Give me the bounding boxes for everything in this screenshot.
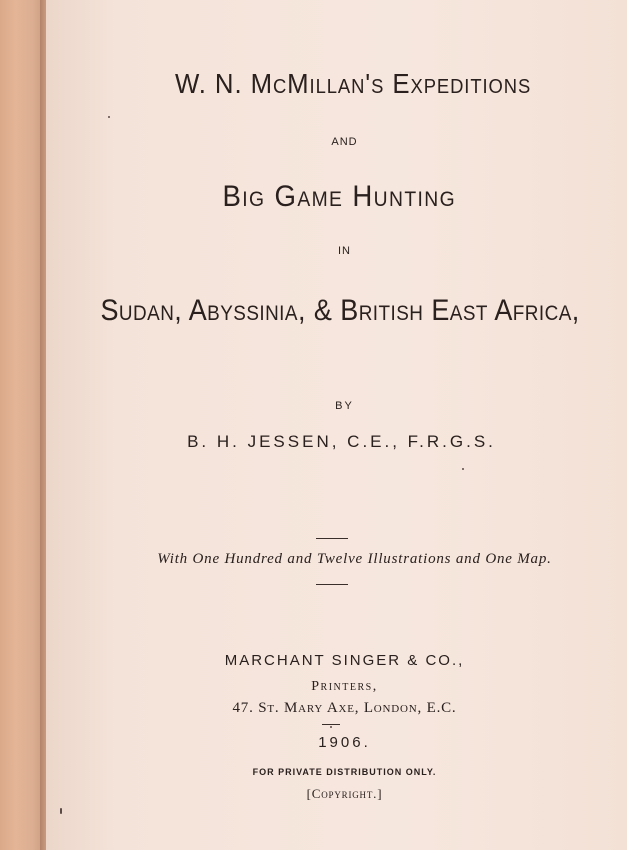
title-line-regions: Sudan, Abyssinia, & British East Africa,: [100, 294, 580, 327]
author-name: B. H. JESSEN, C.E., F.R.G.S.: [187, 432, 496, 451]
printers-label: Printers,: [311, 679, 378, 694]
publisher-address: 47. St. Mary Axe, London, E.C.: [232, 700, 457, 716]
divider-rule-bottom: [316, 584, 348, 585]
divider-rule-top: [316, 538, 348, 539]
conjunction-and: AND: [331, 136, 358, 148]
divider-rule-small: [322, 724, 340, 725]
paper-speck: [330, 726, 332, 728]
paper-speck: [60, 808, 62, 814]
copyright-notice: [Copyright.]: [306, 786, 383, 801]
paper-speck: [462, 468, 464, 470]
preposition-in: IN: [338, 245, 351, 257]
illustrations-note: With One Hundred and Twelve Illustrations and One Map.: [157, 551, 552, 567]
paper-speck: [108, 116, 110, 118]
title-line-big-game-hunting: Big Game Hunting: [222, 180, 457, 213]
byline-by: BY: [335, 400, 354, 412]
publisher-name: MARCHANT SINGER & CO.,: [224, 652, 465, 669]
title-line-expeditions: W. N. McMillan's Expeditions: [174, 68, 532, 99]
publication-year: 1906.: [318, 734, 371, 751]
private-distribution-note: FOR PRIVATE DISTRIBUTION ONLY.: [252, 767, 437, 777]
title-page: [46, 0, 627, 850]
